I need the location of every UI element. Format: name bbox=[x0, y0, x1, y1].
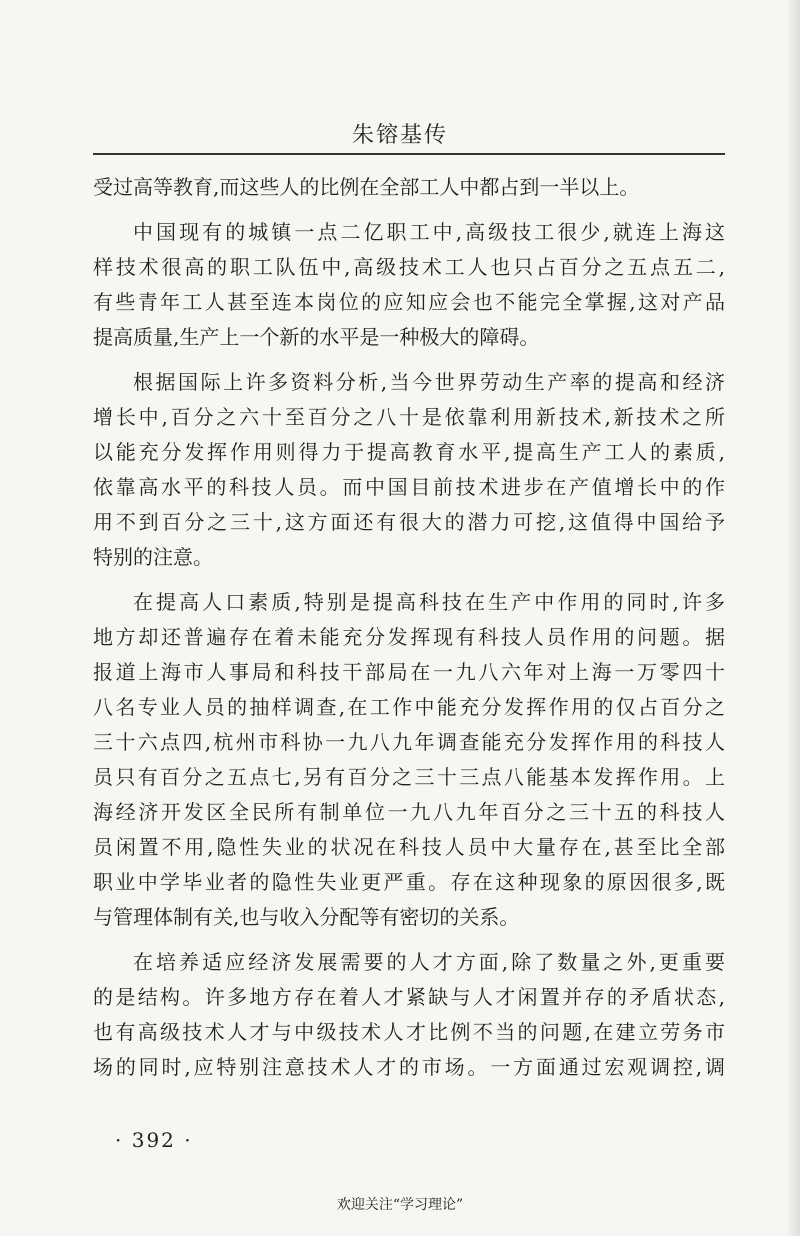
paragraph bbox=[93, 585, 725, 935]
text-line: 受过高等教育,而这些人的比例在全部工人中都占到一半以上。 bbox=[93, 175, 640, 199]
text-line: 根据国际上许多资料分析,当今世界劳动生产率的提高和经济 bbox=[133, 370, 725, 394]
paragraph bbox=[93, 215, 725, 355]
text-line: 提高质量,生产上一个新的水平是一种极大的障碍。 bbox=[93, 325, 540, 349]
paragraph bbox=[93, 365, 725, 575]
page-edge-shadow bbox=[786, 0, 800, 1236]
running-header-title: 朱镕基传 bbox=[351, 123, 448, 148]
text-line: 与管理体制有关,也与收入分配等有密切的关系。 bbox=[93, 905, 520, 929]
text-line: 员只有百分之五点七,另有百分之三十三点八能基本发挥作用。上 bbox=[93, 765, 725, 789]
text-line: 职业中学毕业者的隐性失业更严重。存在这种现象的原因很多,既 bbox=[93, 870, 725, 894]
header-rule bbox=[93, 153, 725, 155]
text-line: 地方却还普遍存在着未能充分发挥现有科技人员作用的问题。据 bbox=[93, 625, 725, 649]
paragraph-gap bbox=[93, 575, 725, 585]
text-line: 的是结构。许多地方存在着人才紧缺与人才闲置并存的矛盾状态, bbox=[93, 985, 725, 1009]
paragraph-gap bbox=[93, 355, 725, 365]
text-line: 在提高人口素质,特别是提高科技在生产中作用的同时,许多 bbox=[133, 590, 725, 614]
paragraph-gap bbox=[93, 205, 725, 215]
text-line: 增长中,百分之六十至百分之八十是依靠利用新技术,新技术之所 bbox=[93, 405, 725, 429]
page-number: · 392 · bbox=[115, 1128, 193, 1152]
text-line: 场的同时,应特别注意技术人才的市场。一方面通过宏观调控,调 bbox=[93, 1055, 725, 1079]
body-text bbox=[93, 170, 725, 1085]
text-line: 中国现有的城镇一点二亿职工中,高级技工很少,就连上海这 bbox=[133, 220, 725, 244]
footer-note: 欢迎关注“学习理论” bbox=[336, 1197, 464, 1213]
text-line: 海经济开发区全民所有制单位一九八九年百分之三十五的科技人 bbox=[93, 800, 725, 824]
text-line: 八名专业人员的抽样调查,在工作中能充分发挥作用的仅占百分之 bbox=[93, 695, 725, 719]
text-line: 也有高级技术人才与中级技术人才比例不当的问题,在建立劳务市 bbox=[93, 1020, 725, 1044]
paragraph bbox=[93, 170, 725, 205]
text-line: 样技术很高的职工队伍中,高级技术工人也只占百分之五点五二, bbox=[93, 255, 725, 279]
text-line: 有些青年工人甚至连本岗位的应知应会也不能完全掌握,这对产品 bbox=[93, 290, 725, 314]
text-line: 以能充分发挥作用则得力于提高教育水平,提高生产工人的素质, bbox=[93, 440, 725, 464]
paragraph bbox=[93, 945, 725, 1085]
text-line: 员闲置不用,隐性失业的状况在科技人员中大量存在,甚至比全部 bbox=[93, 835, 725, 859]
text-line: 依靠高水平的科技人员。而中国目前技术进步在产值增长中的作 bbox=[93, 475, 725, 499]
text-line: 特别的注意。 bbox=[93, 545, 213, 569]
text-line: 用不到百分之三十,这方面还有很大的潜力可挖,这值得中国给予 bbox=[93, 510, 725, 534]
text-line: 报道上海市人事局和科技干部局在一九八六年对上海一万零四十 bbox=[93, 660, 725, 684]
paragraph-gap bbox=[93, 935, 725, 945]
text-line: 在培养适应经济发展需要的人才方面,除了数量之外,更重要 bbox=[133, 950, 725, 974]
text-line: 三十六点四,杭州市科协一九八九年调查能充分发挥作用的科技人 bbox=[93, 730, 725, 754]
